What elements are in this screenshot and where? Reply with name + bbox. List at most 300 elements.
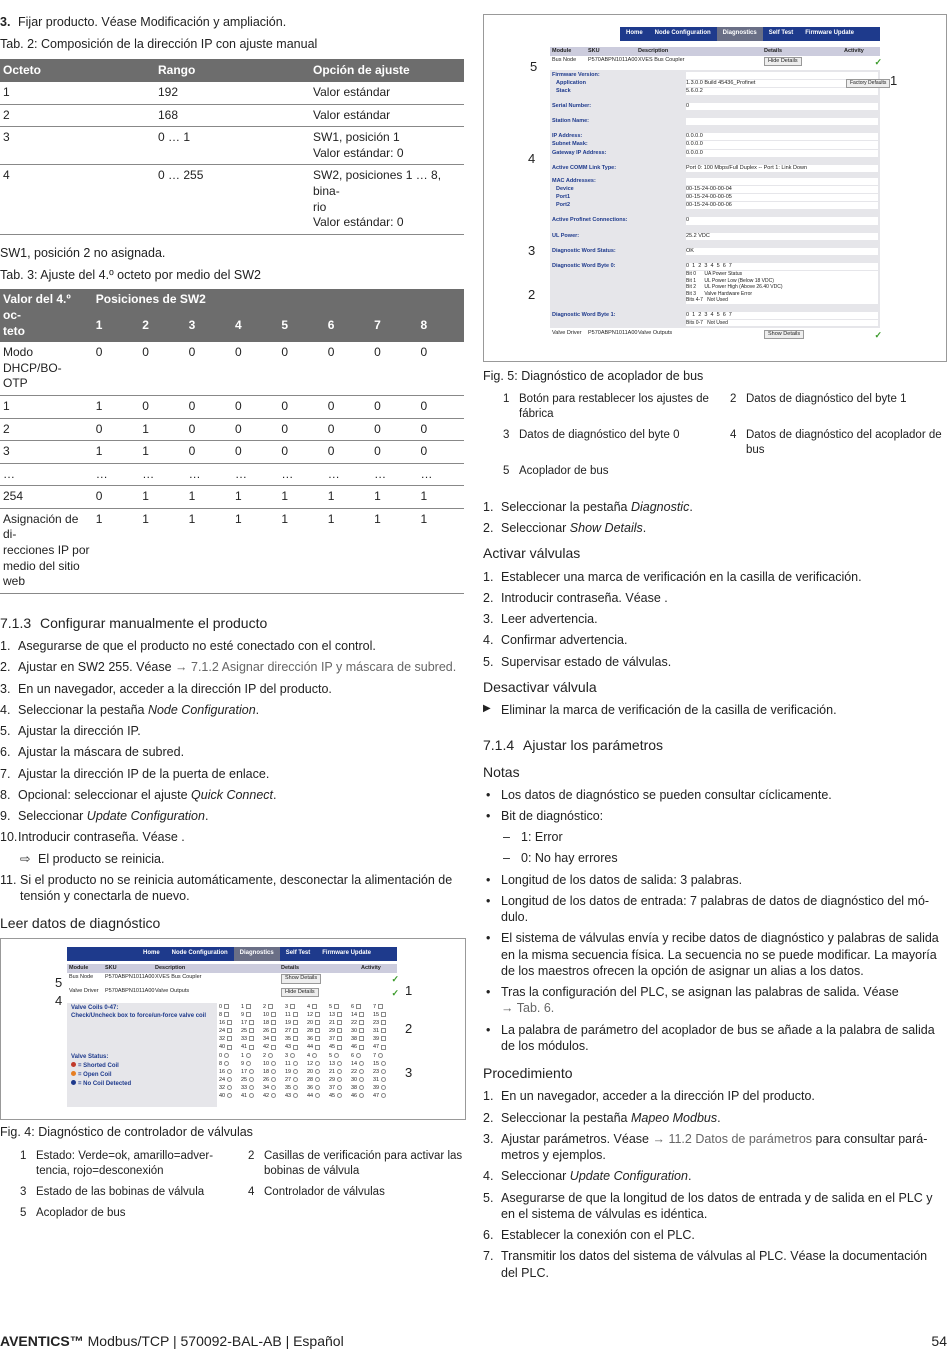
fig4-legend [20,1149,466,1221]
nav-tab[interactable]: Firmware Update [322,950,371,957]
ui-term: Diagnostic [630,499,690,514]
table-cell: 0 [186,395,232,418]
checkbox-icon [359,1028,364,1033]
deactivate-text: Eliminar la marca de verificación de la casilla de verificación. [501,703,837,718]
step-text: Seleccionar Update Configuration. [18,809,209,824]
field-value: OK [686,248,878,255]
table-row [0,395,464,418]
callout-1: 1 [405,983,413,999]
checkbox-icon [268,1004,273,1009]
list-item [0,681,466,697]
coil-checkbox[interactable]: 40 [219,1044,241,1051]
field-value: 0 1 2 3 4 5 6 7 [686,263,878,270]
status-circle-icon [271,1061,276,1066]
table-cell: 0 … 1 [155,127,310,165]
tab6-link[interactable]: → Tab. 6. [501,1001,555,1016]
column-group-header: Posiciones de SW2 [93,289,464,315]
legend-item [20,1149,238,1179]
step-number: 3. [483,1131,494,1146]
page-footer [0,1332,950,1350]
table-cell: 1 [325,486,371,509]
coil-status: 26 [263,1077,285,1084]
callout-4: 4 [528,151,536,166]
callout-4: 4 [55,993,63,1009]
coil-status: 15 [373,1061,395,1068]
list-subitem: – 1: Error [503,830,563,845]
nav-tab[interactable]: Node Configuration [654,30,711,36]
coil-checkbox[interactable]: 25 [241,1028,263,1035]
nav-tab[interactable]: Home [143,950,160,957]
table-cell: 0 [278,395,324,418]
status-circle-icon [359,1061,364,1066]
fig4-table-header [67,964,397,973]
right-column [483,14,947,1286]
step-number: 1. [483,499,494,514]
table-row: Bus Node P570ABPN1011A00 XVES Bus Coupler Show Details ✓ [69,974,399,985]
coil-checkbox[interactable]: 29 [329,1028,351,1035]
nav-tab[interactable]: Self Test [285,950,311,957]
coil-checkbox[interactable]: 35 [285,1036,307,1043]
section-number: 7.1.4 [483,737,515,754]
coil-checkbox[interactable]: 23 [373,1020,395,1027]
status-circle-icon [381,1085,386,1090]
step-number: 4. [483,633,494,648]
callout-2: 2 [528,287,536,302]
coil-status: 30 [351,1077,373,1084]
field-row [552,248,878,255]
field-label: Subnet Mask: [552,141,588,148]
coil-checkbox[interactable]: 11 [285,1012,307,1019]
details-button[interactable]: Hide Details [281,988,319,997]
field-value: 25.2 VDC [686,233,878,240]
checkbox-icon [337,1036,342,1041]
step-text: Establecer una marca de verificación en la casilla de verificación. [501,569,862,584]
status-legend-item: = No Coil Detected [71,1080,213,1089]
coil-status: 27 [285,1077,307,1084]
step-text: Leer advertencia. [501,612,598,627]
coil-checkbox[interactable]: 38 [351,1036,373,1043]
status-circle-icon [337,1069,342,1074]
field-label: Port1 [556,194,571,201]
coil-checkbox[interactable]: 24 [219,1028,241,1035]
checkbox-icon [293,1012,298,1017]
table-cell: 1 [139,486,185,509]
column-header: Description [155,965,186,972]
field-label: IP Address: [552,133,583,140]
field-label: Device [556,186,574,193]
column-header: Rango [155,59,310,83]
nav-tab[interactable]: Diagnostics [717,27,763,41]
details-button[interactable]: Show Details [281,974,321,983]
field-value [686,178,878,185]
checkbox-icon [271,1036,276,1041]
list-item [483,654,947,670]
fig5-table-header [550,47,880,56]
table-header-row [0,289,464,315]
table-cell: 0 [418,342,464,395]
coil-checkbox[interactable]: 44 [307,1044,329,1051]
coil-checkbox[interactable]: 14 [351,1012,373,1019]
table-cell: 1 [232,486,278,509]
tab3-caption: Tab. 3: Ajuste del 4.º octeto por medio del SW2 [0,268,261,283]
table-cell: SW2, posiciones 1 … 8, bina- rio Valor estándar: 0 [310,165,464,234]
coil-checkbox[interactable]: 5 [329,1004,351,1011]
table-cell: 1 [325,508,371,593]
table-cell: … [418,463,464,486]
coil-checkbox[interactable]: 31 [373,1028,395,1035]
checkbox-icon [315,1036,320,1041]
coil-checkbox[interactable]: 45 [329,1044,351,1051]
list-item [0,638,466,654]
step-number: 4. [483,1169,494,1184]
coil-status: 1 [241,1053,263,1060]
notes-list [483,787,947,1055]
list-item: • La palabra de parámetro del acoplador de bus se añade a la palabra de salida de los módulos. [486,1022,935,1053]
nav-tab[interactable]: Firmware Update [805,30,854,36]
checkbox-icon [381,1012,386,1017]
checkbox-icon [315,1012,320,1017]
field-row [552,186,878,193]
steps-diagnostic [483,499,947,537]
step-11 [0,872,466,905]
checkbox-icon [246,1004,251,1009]
coil-status: 42 [263,1093,285,1100]
column-header: Activity [361,965,381,972]
step-number: 11. [0,872,17,887]
status-circle-icon [315,1061,320,1066]
step-text: Seleccionar Update Configuration. [501,1169,692,1184]
checkbox-icon [359,1012,364,1017]
coil-status: 16 [219,1069,241,1076]
step-number: 9. [0,809,11,824]
coil-checkbox[interactable]: 18 [263,1020,285,1027]
list-item [483,632,947,648]
callout-3: 3 [405,1065,413,1081]
coil-checkbox[interactable]: 19 [285,1020,307,1027]
column-header: Activity [844,47,864,54]
field-row [552,194,878,201]
section-number: 7.1.3 [0,614,32,631]
table-row [0,342,464,395]
callout-3: 3 [528,243,536,258]
field-label: Gateway IP Address: [552,149,607,156]
table-row [0,165,464,234]
coil-checkbox[interactable]: 47 [373,1044,395,1051]
step-number: 2. [483,521,494,536]
coil-checkbox[interactable]: 28 [307,1028,329,1035]
field-label: MAC Addresses: [552,177,596,184]
result-line [0,851,466,867]
coil-status: 43 [285,1093,307,1100]
field-label: Firmware Version: [552,71,600,78]
checkbox-icon [293,1036,298,1041]
coil-checkbox[interactable]: 36 [307,1036,329,1043]
checkbox-icon [271,1012,276,1017]
status-circle-icon [246,1053,251,1058]
step-text: Seleccionar la pestaña Node Configuration. [18,702,260,717]
status-dot-icon [71,1080,76,1085]
deactivate-heading: Desactivar válvula [483,678,597,695]
coil-status: 4 [307,1053,329,1060]
coil-checkbox[interactable]: 13 [329,1012,351,1019]
column-header: Octeto [0,59,155,83]
status-circle-icon [227,1069,232,1074]
legend-key: 2 [248,1149,255,1162]
cross-reference-link[interactable]: → 11.2 Datos de parámetros [652,1131,813,1146]
fig5-caption: Fig. 5: Diagnóstico de acoplador de bus [483,369,704,383]
list-item [483,520,947,536]
step-number: 10. [0,830,18,845]
coil-checkbox[interactable]: 26 [263,1028,285,1035]
column-header: 5 [278,315,324,342]
fig4-screenshot [0,938,466,1120]
coil-checkbox[interactable]: 3 [285,1004,307,1011]
coil-checkbox[interactable]: 42 [263,1044,285,1051]
table-cell: Modo DHCP/BO- OTP [0,342,93,395]
nav-tab[interactable]: Node Configuration [171,950,228,957]
field-value: 0 1 2 3 4 5 6 7 [686,312,878,319]
checkbox-icon [227,1045,232,1050]
step-number: 2. [483,1110,494,1125]
coil-checkbox[interactable]: 39 [373,1036,395,1043]
step-number: 6. [483,1228,494,1243]
checkbox-icon [356,1004,361,1009]
table-row [0,127,464,165]
triangle-bullet-icon: ▶ [483,703,491,715]
step-text: Seleccionar la pestaña Diagnostic. [501,499,693,514]
steps-activate [483,569,947,670]
step-number: 7. [0,766,11,781]
coil-checkbox[interactable]: 22 [351,1020,373,1027]
steps-713 [0,638,466,846]
coil-status: 34 [263,1085,285,1092]
column-header: Details [281,965,300,972]
coil-checkbox[interactable]: 16 [219,1020,241,1027]
ui-term: Node Configuration [147,702,256,717]
coil-checkbox[interactable]: 4 [307,1004,329,1011]
details-button[interactable]: Show Details [764,330,804,339]
status-circle-icon [381,1077,386,1082]
status-circle-icon [381,1093,386,1098]
coil-checkbox[interactable]: 15 [373,1012,395,1019]
coil-status: 12 [307,1061,329,1068]
table-cell: 0 [93,342,139,395]
ui-term: Update Configuration [569,1169,688,1184]
list-item: • Los datos de diagnóstico se pueden consultar cíclicamente. [486,787,832,802]
step-text: Confirmar advertencia. [501,633,628,648]
step-number: 4. [0,702,11,717]
nav-tab[interactable]: Diagnostics [234,947,280,961]
checkbox-icon [249,1028,254,1033]
step-text: Introducir contraseña. Véase . [501,590,668,605]
table-cell: 4 [0,165,155,234]
status-circle-icon [293,1069,298,1074]
field-row [552,202,878,209]
legend-text: Datos de diagnóstico del byte 1 [746,393,907,406]
list-item [483,1190,947,1223]
status-circle-icon [271,1093,276,1098]
coil-checkbox[interactable]: 0 [219,1004,241,1011]
fig4-caption: Fig. 4: Diagnóstico de controlador de válvulas [0,1125,253,1140]
coil-status: 40 [219,1093,241,1100]
coil-checkbox[interactable]: 46 [351,1044,373,1051]
table-cell: Asignación de di- recciones IP por medio del sitio web [0,508,93,593]
column-header: 8 [418,315,464,342]
section-title: Ajustar los parámetros [523,737,664,754]
list-item: • El sistema de válvulas envía y recibe datos de diagnóstico y palabras de salida en la misma secuencia física. La secuencia no se puede modificar. La mayoría de los maestros ofrecen la opción de asignar un alias a los datos. [486,931,939,978]
coil-status: 0 [219,1053,241,1060]
table-cell: 1 [232,508,278,593]
coil-checkbox[interactable]: 6 [351,1004,373,1011]
details-button[interactable]: Hide Details [764,57,802,66]
steps-procedure [483,1088,947,1281]
nav-tab[interactable]: Home [626,30,643,36]
column-header: 7 [371,315,417,342]
coil-checkbox[interactable]: 8 [219,1012,241,1019]
coil-status: 29 [329,1077,351,1084]
table-cell: 1 [93,508,139,593]
cross-reference-link[interactable]: → 7.1.2 Asignar dirección IP y máscara de subred. [175,660,457,675]
step-number: 1. [483,1089,494,1104]
table-cell: … [0,463,93,486]
coil-status: 37 [329,1085,351,1092]
field-row [552,103,878,110]
table-cell: Valor estándar [310,82,464,104]
coil-checkbox[interactable]: 43 [285,1044,307,1051]
column-header: Opción de ajuste [310,59,464,83]
list-item [0,787,466,803]
field-label: Application [556,79,586,86]
legend-item [730,428,947,458]
checkbox-icon [315,1020,320,1025]
step-text: Introducir contraseña. Véase . [18,830,185,845]
fig5-bus-row: Bus Node P570ABPN1011A00 XVES Bus Coupler Hide Details ✓ [552,56,882,67]
step-text: Asegurarse de que el producto no esté conectado con el control. [18,639,376,654]
coil-checkbox[interactable]: 33 [241,1036,263,1043]
checkbox-icon [293,1045,298,1050]
coil-checkbox[interactable]: 32 [219,1036,241,1043]
legend-text: Datos de diagnóstico del byte 0 [519,429,680,442]
table-row [0,418,464,441]
status-legend [71,1062,213,1088]
coil-status: 21 [329,1069,351,1076]
coil-checkbox[interactable]: 20 [307,1020,329,1027]
column-header: 4 [232,315,278,342]
table-cell: 1 [371,508,417,593]
table-cell: 2 [0,418,93,441]
status-circle-icon [249,1077,254,1082]
field-label: Diagnostic Word Byte 1: [552,311,616,318]
coil-checkbox[interactable]: 1 [241,1004,263,1011]
coil-status: 44 [307,1093,329,1100]
sw1-note: SW1, posición 2 no asignada. [0,245,166,260]
coil-checkbox[interactable]: 21 [329,1020,351,1027]
status-circle-icon [290,1053,295,1058]
diag-heading: Leer datos de diagnóstico [0,915,161,932]
coil-checkbox[interactable]: 10 [263,1012,285,1019]
status-circle-icon [271,1085,276,1090]
coil-checkbox[interactable]: 7 [373,1004,395,1011]
step-number: 7. [483,1249,494,1264]
coil-status: 41 [241,1093,263,1100]
field-row [552,118,878,125]
field-label: Station Name: [552,118,589,125]
coil-checkbox[interactable]: 2 [263,1004,285,1011]
bit-descriptions: Bit 0 UA Power Status Bit 1 UL Power Low (Below 18 VDC) Bit 2 UL Power High (Above 26.40 VDC) Bit 3 Valve Hardware Error Bits 4-7 Not Used [686,271,878,304]
table-cell: 3 [0,441,93,464]
column-header: 3 [186,315,232,342]
field-label: Stack [556,87,571,94]
table-cell: 0 [93,418,139,441]
fig5-fields [550,70,880,329]
coil-checkbox[interactable]: 9 [241,1012,263,1019]
legend-text: Casillas de verificación para activar las bobinas de válvula [264,1149,463,1177]
field-row [552,233,878,240]
column-header: SKU [588,47,600,54]
field-value: 0 [686,103,878,110]
list-item [0,659,466,675]
callout-5: 5 [55,975,63,991]
step-text: Supervisar estado de válvulas. [501,654,672,669]
coil-checkbox[interactable]: 30 [351,1028,373,1035]
table-cell: Valor estándar [310,104,464,127]
coil-checkbox[interactable]: 37 [329,1036,351,1043]
field-label: Diagnostic Word Byte 0: [552,262,616,269]
coil-status: 38 [351,1085,373,1092]
step-text: Ajustar en SW2 255. Véase → 7.1.2 Asignar dirección IP y máscara de subred. [18,660,457,675]
status-circle-icon [293,1077,298,1082]
field-value: 0 [686,217,878,224]
ui-term: Show Details [569,521,643,536]
field-label: Serial Number: [552,103,592,110]
coil-status: 7 [373,1053,395,1060]
tab2-caption: Tab. 2: Composición de la dirección IP con ajuste manual [0,37,318,52]
field-value: 5.6.0.2 [686,88,878,95]
legend-item [248,1149,466,1179]
coil-status: 3 [285,1053,307,1060]
status-circle-icon [293,1093,298,1098]
table-cell: SW1, posición 1 Valor estándar: 0 [310,127,464,165]
coil-checkbox[interactable]: 41 [241,1044,263,1051]
status-legend-item: = Open Coil [71,1071,213,1080]
coil-checkbox[interactable]: 12 [307,1012,329,1019]
field-value [686,118,878,125]
step-text: Si el producto no se reinicia automáticamente, desconectar la alimentación de tensión y conectarla de nuevo. [20,872,453,904]
coil-status: 46 [351,1093,373,1100]
factory-defaults-button[interactable]: Factory Defaults [846,79,890,88]
field-value: 00-15-24-00-00-04 [686,186,878,193]
field-row [552,88,878,95]
nav-tab[interactable]: Self Test [768,30,794,36]
coil-checkbox[interactable]: 17 [241,1020,263,1027]
coil-status: 28 [307,1077,329,1084]
status-circle-icon [337,1093,342,1098]
coil-checkbox[interactable]: 34 [263,1036,285,1043]
list-item: • Longitud de los datos de salida: 3 palabras. [486,872,743,887]
status-circle-icon [293,1085,298,1090]
status-dot-icon [71,1071,76,1076]
table-cell: … [278,463,324,486]
list-item [483,1131,947,1164]
legend-item [503,392,720,422]
coil-checkbox[interactable]: 27 [285,1028,307,1035]
list-item [483,1248,947,1281]
field-value: 0.0.0.0 [686,133,878,140]
legend-text: Estado: Verde=ok, amarillo=adver- tencia, rojo=desconexión [36,1149,214,1177]
table-row [0,486,464,509]
legend-key: 2 [730,393,737,406]
checkbox-icon [224,1012,229,1017]
